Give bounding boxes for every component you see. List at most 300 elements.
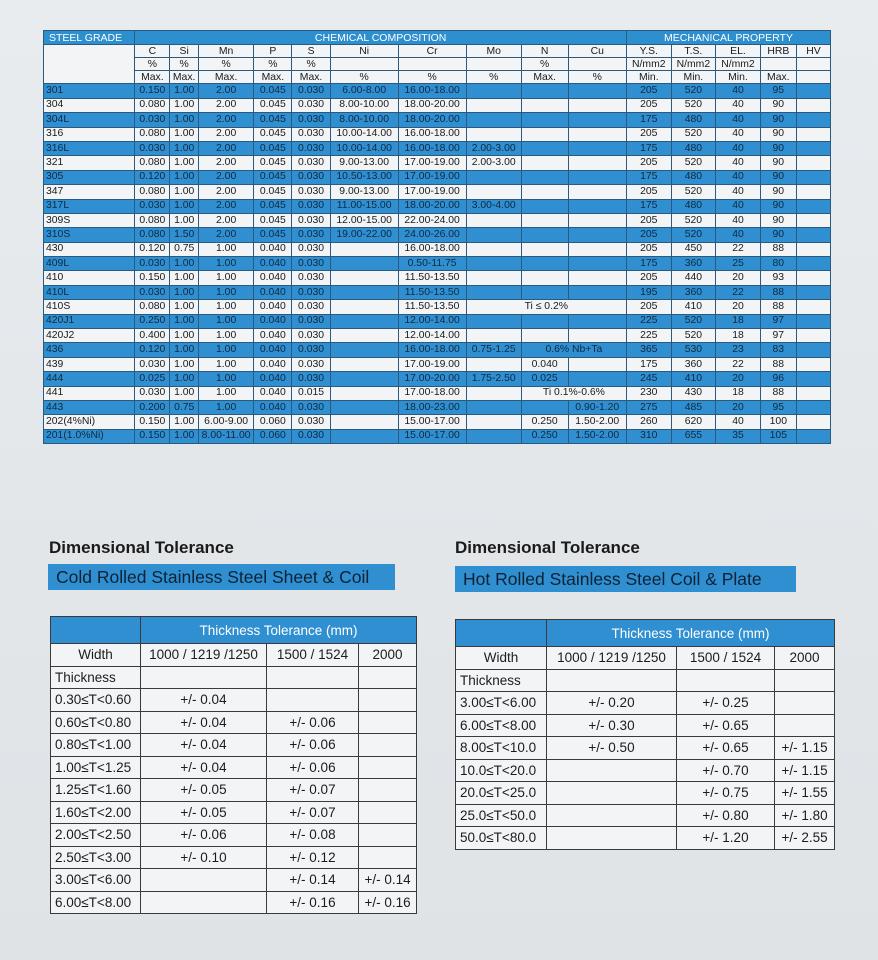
mech-cell: 310 <box>626 429 671 443</box>
tol-empty-cell <box>547 669 677 692</box>
mech-cell: 40 <box>716 113 761 127</box>
mech-cell: 90 <box>760 213 796 227</box>
comp-cell: 3.00-4.00 <box>466 199 521 213</box>
mech-cell: 88 <box>760 285 796 299</box>
comp-cell <box>521 156 568 170</box>
tol-row <box>51 711 417 734</box>
tol-value <box>359 824 417 847</box>
mech-cell <box>796 386 830 400</box>
comp-cell: 12.00-14.00 <box>398 314 466 328</box>
tol-value: +/- 0.12 <box>267 846 359 869</box>
comp-cell <box>521 329 568 343</box>
mech-cell <box>796 285 830 299</box>
mech-cell <box>796 84 830 98</box>
tol-empty-cell <box>267 666 359 689</box>
tol-value: +/- 0.06 <box>267 756 359 779</box>
grade-row <box>44 400 831 414</box>
comp-cell: 0.030 <box>135 357 170 371</box>
comp-cell: 1.00 <box>199 271 254 285</box>
tol-value: +/- 0.10 <box>141 846 267 869</box>
mech-cell: 100 <box>760 415 796 429</box>
grade-cell: 316L <box>44 141 135 155</box>
tol-value: +/- 1.15 <box>775 759 835 782</box>
grade-cell: 420J2 <box>44 329 135 343</box>
tol-row <box>456 714 835 737</box>
width-header: 1500 / 1524 <box>677 647 775 670</box>
tol-row <box>456 737 835 760</box>
mech-cell: 520 <box>671 98 716 112</box>
mech-cell: 205 <box>626 271 671 285</box>
comp-cell: 1.00 <box>199 300 254 314</box>
mech-cell: 90 <box>760 113 796 127</box>
mech-unit: Max. <box>760 71 796 84</box>
tol-row <box>51 734 417 757</box>
tol-value <box>547 804 677 827</box>
mech-header: T.S. <box>671 45 716 58</box>
element-unit: Max. <box>199 71 254 84</box>
mech-unit: N/mm2 <box>626 58 671 71</box>
comp-cell: 0.040 <box>254 386 292 400</box>
comp-cell: 0.150 <box>135 84 170 98</box>
mech-cell: 175 <box>626 170 671 184</box>
comp-cell: 1.00 <box>199 314 254 328</box>
element-unit: % <box>521 58 568 71</box>
comp-cell <box>568 127 626 141</box>
comp-cell: 17.00-19.00 <box>398 185 466 199</box>
mech-cell <box>796 228 830 242</box>
grade-cell: 316 <box>44 127 135 141</box>
comp-cell <box>568 170 626 184</box>
element-header: S <box>292 45 330 58</box>
element-header: Cr <box>398 45 466 58</box>
element-header: Mo <box>466 45 521 58</box>
tol-value: +/- 0.14 <box>267 869 359 892</box>
grade-cell: 420J1 <box>44 314 135 328</box>
element-unit <box>330 58 398 71</box>
comp-cell: 1.00 <box>170 415 199 429</box>
thickness-range: 6.00≤T<8.00 <box>51 891 141 914</box>
comp-cell: 9.00-13.00 <box>330 185 398 199</box>
mech-cell: 205 <box>626 156 671 170</box>
thickness-range: 0.30≤T<0.60 <box>51 689 141 712</box>
comp-cell: 1.00 <box>170 386 199 400</box>
mech-header: Y.S. <box>626 45 671 58</box>
mech-cell: 23 <box>716 343 761 357</box>
mech-cell: 450 <box>671 242 716 256</box>
comp-cell: 1.00 <box>170 127 199 141</box>
grade-row <box>44 329 831 343</box>
comp-cell: 19.00-22.00 <box>330 228 398 242</box>
mech-cell: 88 <box>760 242 796 256</box>
comp-cell: 2.00 <box>199 199 254 213</box>
tol-value <box>547 759 677 782</box>
comp-cell: 0.030 <box>292 156 330 170</box>
mech-cell: 480 <box>671 170 716 184</box>
grade-row <box>44 84 831 98</box>
mech-cell: 22 <box>716 285 761 299</box>
comp-cell: 0.030 <box>292 329 330 343</box>
comp-cell: 0.200 <box>135 400 170 414</box>
mech-cell: 90 <box>760 127 796 141</box>
grade-cell: 301 <box>44 84 135 98</box>
mech-header: HRB <box>760 45 796 58</box>
comp-cell: 0.040 <box>254 343 292 357</box>
grade-row <box>44 357 831 371</box>
comp-cell <box>330 242 398 256</box>
comp-cell: 0.150 <box>135 271 170 285</box>
element-unit: % <box>398 71 466 84</box>
thickness-range: 20.0≤T<25.0 <box>456 782 547 805</box>
comp-cell <box>568 199 626 213</box>
comp-cell: 17.00-18.00 <box>398 386 466 400</box>
mech-cell: 175 <box>626 141 671 155</box>
comp-cell: 0.030 <box>292 228 330 242</box>
comp-cell <box>466 257 521 271</box>
tol-value: +/- 1.20 <box>677 827 775 850</box>
steel-grade-header: STEEL GRADE <box>44 31 135 45</box>
mech-cell: 35 <box>716 429 761 443</box>
comp-cell <box>568 271 626 285</box>
comp-cell <box>466 127 521 141</box>
element-unit: % <box>466 71 521 84</box>
tol-width-row <box>456 647 835 670</box>
mech-cell: 88 <box>760 300 796 314</box>
comp-cell: 12.00-15.00 <box>330 213 398 227</box>
tol-row <box>456 804 835 827</box>
tol-value: +/- 2.55 <box>775 827 835 850</box>
tol-title: Thickness Tolerance (mm) <box>141 617 417 644</box>
thickness-range: 0.60≤T<0.80 <box>51 711 141 734</box>
mech-cell: 20 <box>716 300 761 314</box>
grade-cell: 409L <box>44 257 135 271</box>
tol-row <box>51 801 417 824</box>
comp-cell <box>466 357 521 371</box>
tol-value: +/- 0.75 <box>677 782 775 805</box>
comp-cell <box>466 170 521 184</box>
comp-cell: 0.030 <box>292 429 330 443</box>
comp-cell <box>521 199 568 213</box>
mech-cell: 90 <box>760 141 796 155</box>
grade-cell: 410L <box>44 285 135 299</box>
grade-cell: 317L <box>44 199 135 213</box>
comp-cell: 2.00 <box>199 170 254 184</box>
comp-cell: 10.00-14.00 <box>330 127 398 141</box>
comp-cell: 1.00 <box>199 400 254 414</box>
comp-cell: 0.045 <box>254 98 292 112</box>
mech-cell: 520 <box>671 228 716 242</box>
element-header: C <box>135 45 170 58</box>
comp-cell: 0.030 <box>292 98 330 112</box>
mech-cell: 40 <box>716 84 761 98</box>
mech-cell: 260 <box>626 415 671 429</box>
mech-cell: 25 <box>716 257 761 271</box>
mech-cell <box>796 300 830 314</box>
comp-cell: 17.00-19.00 <box>398 156 466 170</box>
mech-unit: Min. <box>626 71 671 84</box>
tol-value: +/- 1.80 <box>775 804 835 827</box>
comp-cell <box>330 357 398 371</box>
mech-cell: 275 <box>626 400 671 414</box>
comp-cell: 1.00 <box>170 84 199 98</box>
cold-band: Cold Rolled Stainless Steel Sheet & Coil <box>48 564 395 590</box>
comp-cell: 0.030 <box>292 141 330 155</box>
comp-cell: 0.030 <box>292 84 330 98</box>
mech-cell <box>796 113 830 127</box>
grade-cell: 410S <box>44 300 135 314</box>
mech-cell: 520 <box>671 213 716 227</box>
mech-cell: 40 <box>716 156 761 170</box>
comp-cell <box>330 386 398 400</box>
comp-cell: 1.00 <box>170 343 199 357</box>
comp-cell: 0.030 <box>292 257 330 271</box>
tol-row <box>51 824 417 847</box>
element-header: Mn <box>199 45 254 58</box>
tol-value <box>267 689 359 712</box>
comp-cell: 1.00 <box>170 329 199 343</box>
comp-cell <box>521 213 568 227</box>
hot-band: Hot Rolled Stainless Steel Coil & Plate <box>455 566 796 592</box>
comp-cell: 0.040 <box>254 357 292 371</box>
comp-cell <box>568 242 626 256</box>
mech-cell: 360 <box>671 257 716 271</box>
mech-unit: Min. <box>716 71 761 84</box>
mech-cell: 40 <box>716 228 761 242</box>
comp-cell: 8.00-11.00 <box>199 429 254 443</box>
comp-cell: 9.00-13.00 <box>330 156 398 170</box>
mech-unit <box>796 71 830 84</box>
grade-cell: 441 <box>44 386 135 400</box>
comp-cell: 0.030 <box>292 415 330 429</box>
tol-value: +/- 0.65 <box>677 737 775 760</box>
comp-cell: 17.00-19.00 <box>398 357 466 371</box>
tol-value: +/- 0.06 <box>267 711 359 734</box>
mech-cell: 440 <box>671 271 716 285</box>
width-header: 2000 <box>359 644 417 667</box>
width-header: 2000 <box>775 647 835 670</box>
mech-cell: 175 <box>626 357 671 371</box>
comp-cell: 0.040 <box>254 372 292 386</box>
comp-cell <box>330 372 398 386</box>
comp-cell: 0.030 <box>292 170 330 184</box>
comp-cell: 1.00 <box>170 271 199 285</box>
comp-cell <box>466 285 521 299</box>
thickness-range: 50.0≤T<80.0 <box>456 827 547 850</box>
element-header: Ni <box>330 45 398 58</box>
tol-value <box>359 734 417 757</box>
tol-row <box>456 759 835 782</box>
element-header: P <box>254 45 292 58</box>
comp-cell: 1.00 <box>170 257 199 271</box>
element-unit: Max. <box>135 71 170 84</box>
comp-cell <box>330 343 398 357</box>
tol-value <box>359 779 417 802</box>
element-unit <box>466 58 521 71</box>
mech-cell: 480 <box>671 113 716 127</box>
tol-row <box>51 689 417 712</box>
tol-value: +/- 0.07 <box>267 801 359 824</box>
comp-cell: 2.00 <box>199 84 254 98</box>
comp-cell: 18.00-23.00 <box>398 400 466 414</box>
element-unit: % <box>135 58 170 71</box>
tol-empty-cell <box>775 669 835 692</box>
comp-cell <box>330 415 398 429</box>
comp-cell: 2.00 <box>199 185 254 199</box>
comp-cell <box>568 228 626 242</box>
comp-cell: 0.040 <box>254 400 292 414</box>
mech-cell: 90 <box>760 185 796 199</box>
comp-cell <box>568 141 626 155</box>
comp-cell: 1.00 <box>170 113 199 127</box>
tol-value <box>141 869 267 892</box>
comp-cell: 0.030 <box>292 242 330 256</box>
comp-cell: 0.030 <box>292 213 330 227</box>
comp-cell <box>521 98 568 112</box>
comp-cell: 0.50-11.75 <box>398 257 466 271</box>
width-label: Width <box>51 644 141 667</box>
comp-cell: 16.00-18.00 <box>398 127 466 141</box>
tol-row <box>456 782 835 805</box>
tol-value <box>359 846 417 869</box>
mech-cell: 520 <box>671 329 716 343</box>
element-unit: % <box>568 71 626 84</box>
mech-cell: 88 <box>760 386 796 400</box>
comp-cell: 0.025 <box>521 372 568 386</box>
comp-cell <box>521 141 568 155</box>
tol-value: +/- 0.65 <box>677 714 775 737</box>
mech-cell: 480 <box>671 141 716 155</box>
comp-cell <box>466 386 521 400</box>
mech-cell: 195 <box>626 285 671 299</box>
comp-cell: 0.045 <box>254 185 292 199</box>
tol-title-row <box>51 617 417 644</box>
comp-cell: 0.080 <box>135 300 170 314</box>
mech-cell <box>796 242 830 256</box>
comp-cell: 0.045 <box>254 228 292 242</box>
comp-cell: 1.00 <box>199 372 254 386</box>
comp-cell <box>521 271 568 285</box>
grade-cell: 436 <box>44 343 135 357</box>
comp-cell <box>466 329 521 343</box>
comp-element-row <box>44 45 831 58</box>
comp-cell: 2.00 <box>199 156 254 170</box>
mech-unit: Min. <box>671 71 716 84</box>
comp-cell: 0.040 <box>254 257 292 271</box>
comp-cell: 0.025 <box>135 372 170 386</box>
comp-cell: 0.030 <box>292 400 330 414</box>
comp-cell: 11.50-13.50 <box>398 271 466 285</box>
comp-cell: 2.00 <box>199 113 254 127</box>
comp-cell: 0.040 <box>254 314 292 328</box>
tol-value <box>141 891 267 914</box>
comp-cell: 0.030 <box>292 185 330 199</box>
mech-cell: 40 <box>716 213 761 227</box>
mech-cell: 225 <box>626 329 671 343</box>
thickness-range: 1.25≤T<1.60 <box>51 779 141 802</box>
comp-cell: 0.030 <box>292 199 330 213</box>
mech-cell: 97 <box>760 329 796 343</box>
comp-cell <box>330 400 398 414</box>
mech-cell: 655 <box>671 429 716 443</box>
grade-cell: 304 <box>44 98 135 112</box>
tol-corner <box>51 617 141 644</box>
comp-cell: 2.00 <box>199 228 254 242</box>
comp-cell: 11.50-13.50 <box>398 285 466 299</box>
comp-cell <box>330 285 398 299</box>
comp-cell: 0.045 <box>254 141 292 155</box>
comp-cell <box>466 113 521 127</box>
comp-cell: 0.030 <box>292 343 330 357</box>
comp-cell: 0.030 <box>292 113 330 127</box>
mech-cell: 90 <box>760 199 796 213</box>
grade-row <box>44 127 831 141</box>
tol-title: Thickness Tolerance (mm) <box>547 620 835 647</box>
tol-value: +/- 0.04 <box>141 734 267 757</box>
tol-value: +/- 0.25 <box>677 692 775 715</box>
comp-cell: 10.50-13.00 <box>330 170 398 184</box>
mech-cell <box>796 141 830 155</box>
comp-cell: 0.030 <box>292 372 330 386</box>
grade-cell: 310S <box>44 228 135 242</box>
mech-cell: 520 <box>671 314 716 328</box>
comp-cell <box>521 185 568 199</box>
element-unit: % <box>199 58 254 71</box>
comp-note-cell: 0.6% Nb+Ta <box>521 343 626 357</box>
width-header: 1000 / 1219 /1250 <box>547 647 677 670</box>
grade-row <box>44 314 831 328</box>
comp-cell: 0.040 <box>254 300 292 314</box>
element-unit: % <box>170 58 199 71</box>
mech-cell: 205 <box>626 228 671 242</box>
comp-cell <box>466 429 521 443</box>
mech-cell <box>796 329 830 343</box>
comp-cell: 1.00 <box>170 98 199 112</box>
mech-cell: 365 <box>626 343 671 357</box>
comp-cell <box>466 242 521 256</box>
grade-cell: 321 <box>44 156 135 170</box>
grade-row <box>44 285 831 299</box>
comp-cell: 1.75-2.50 <box>466 372 521 386</box>
comp-unit-row <box>44 71 831 84</box>
tol-value: +/- 0.08 <box>267 824 359 847</box>
mech-cell: 205 <box>626 213 671 227</box>
comp-cell: 0.030 <box>292 357 330 371</box>
mech-cell: 410 <box>671 300 716 314</box>
thickness-range: 25.0≤T<50.0 <box>456 804 547 827</box>
tol-value: +/- 0.70 <box>677 759 775 782</box>
element-header: N <box>521 45 568 58</box>
comp-cell: 1.00 <box>170 199 199 213</box>
comp-cell: 0.060 <box>254 415 292 429</box>
comp-cell <box>466 415 521 429</box>
comp-cell: 22.00-24.00 <box>398 213 466 227</box>
comp-cell: 6.00-8.00 <box>330 84 398 98</box>
mech-cell <box>796 271 830 285</box>
comp-cell: 15.00-17.00 <box>398 415 466 429</box>
comp-cell: 0.080 <box>135 127 170 141</box>
comp-cell <box>568 285 626 299</box>
tol-row <box>456 827 835 850</box>
tol-value: +/- 0.04 <box>141 689 267 712</box>
tol-value <box>547 827 677 850</box>
mech-cell <box>796 170 830 184</box>
comp-cell <box>330 314 398 328</box>
comp-cell: 0.250 <box>135 314 170 328</box>
comp-cell: 1.00 <box>170 429 199 443</box>
comp-cell: 0.030 <box>135 285 170 299</box>
grade-row <box>44 415 831 429</box>
tol-row <box>51 891 417 914</box>
tol-value: +/- 0.05 <box>141 779 267 802</box>
